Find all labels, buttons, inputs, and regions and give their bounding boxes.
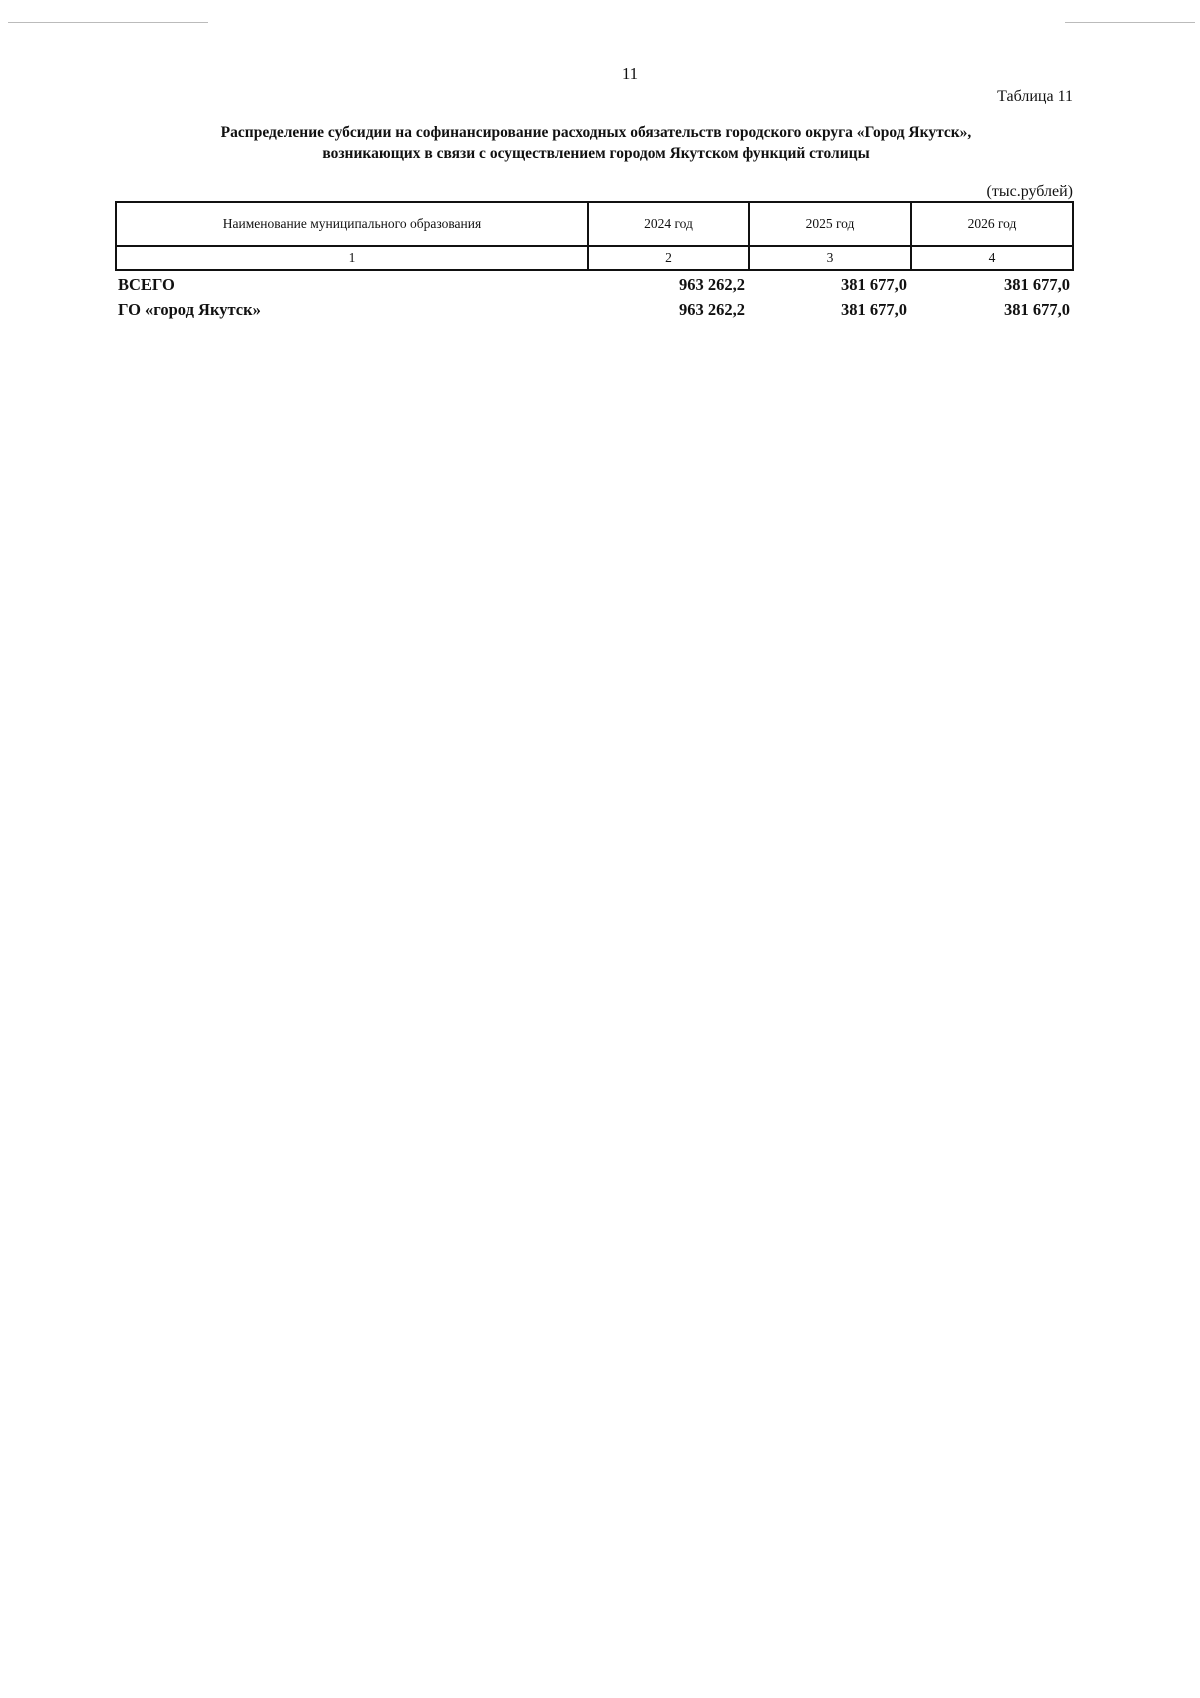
header-2026: 2026 год xyxy=(911,202,1073,246)
row-value-2024: 963 262,2 xyxy=(679,300,745,319)
title-line-2: возникающих в связи с осуществлением городом Якутском функций столицы xyxy=(322,145,870,162)
table-row-total xyxy=(118,272,1072,297)
header-2025: 2025 год xyxy=(749,202,911,246)
row-value-2025: 381 677,0 xyxy=(841,300,907,319)
row-value-2025: 381 677,0 xyxy=(841,275,907,294)
row-name: ГО «город Якутск» xyxy=(118,300,261,319)
header-2024: 2024 год xyxy=(588,202,749,246)
row-value-2026: 381 677,0 xyxy=(1004,275,1070,294)
table-label: Таблица 11 xyxy=(997,88,1073,105)
row-value-2024: 963 262,2 xyxy=(679,275,745,294)
scan-artifact-line xyxy=(1065,22,1195,23)
scan-artifact-line xyxy=(8,22,208,23)
row-value-2026: 381 677,0 xyxy=(1004,300,1070,319)
units-label: (тыс.рублей) xyxy=(986,183,1073,200)
column-number: 2 xyxy=(588,246,749,270)
column-number-row xyxy=(116,246,1073,270)
table-header xyxy=(115,201,1074,271)
row-name: ВСЕГО xyxy=(118,275,175,294)
column-number: 1 xyxy=(116,246,588,270)
header-municipality: Наименование муниципального образования xyxy=(116,202,588,246)
column-number: 3 xyxy=(749,246,911,270)
table-row-yakutsk xyxy=(118,297,1072,322)
title-line-1: Распределение субсидии на софинансирование расходных обязательств городского округа «Город Якутск», xyxy=(220,124,972,141)
column-number: 4 xyxy=(911,246,1073,270)
page-number: 11 xyxy=(621,64,639,83)
header-row xyxy=(116,202,1073,246)
document-title xyxy=(116,122,1076,164)
table-body xyxy=(118,272,1072,322)
